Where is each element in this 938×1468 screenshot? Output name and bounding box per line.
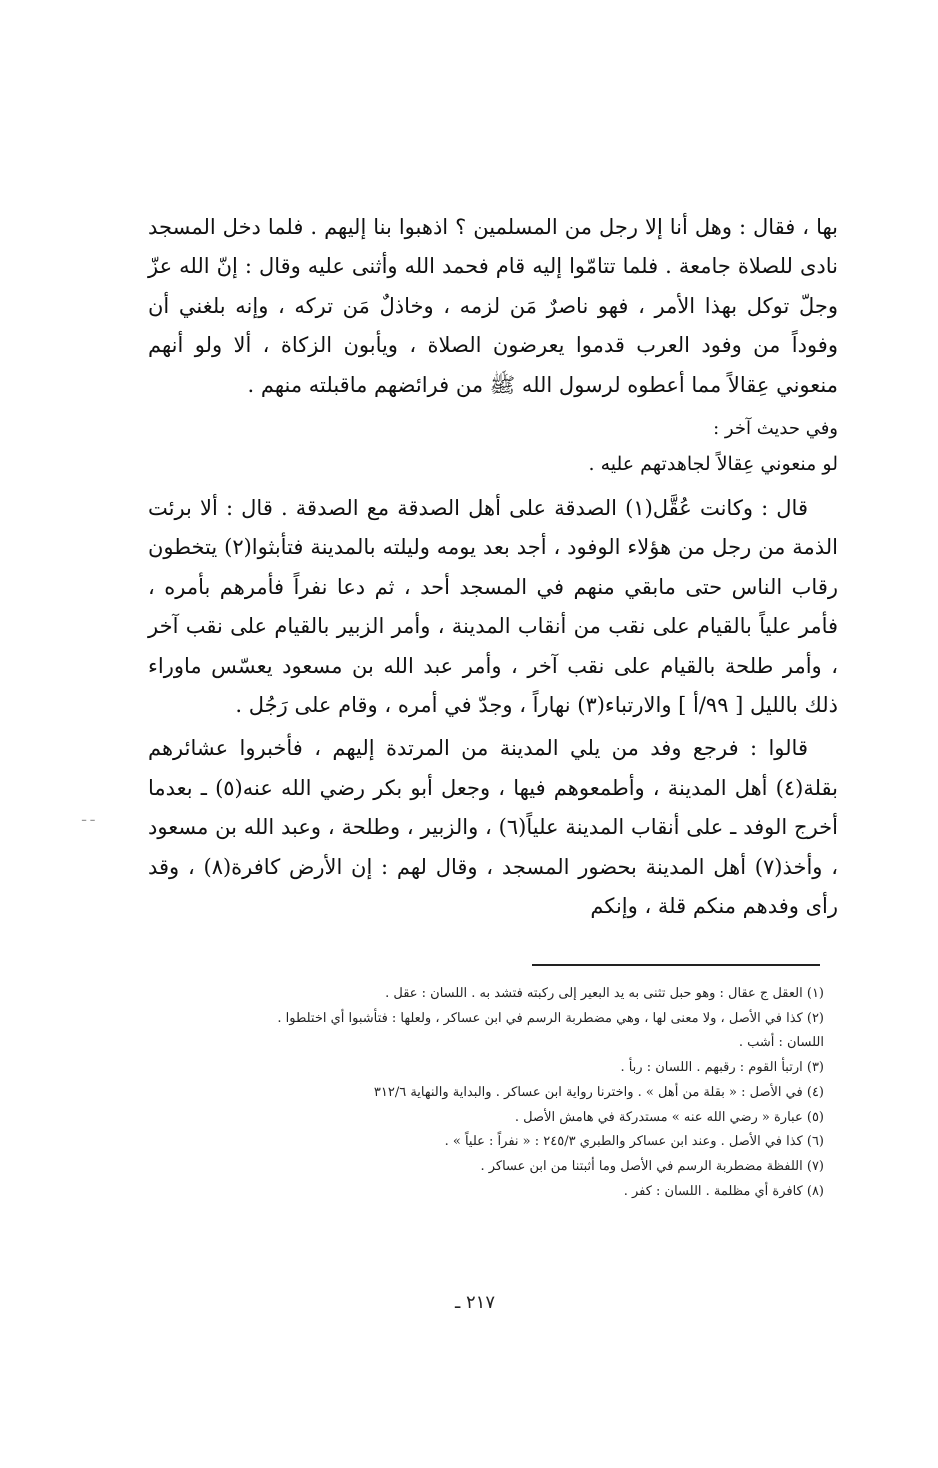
- hadith-text: لو منعوني عِقالاً لجاهدتهم عليه .: [588, 453, 838, 476]
- footnote-4: (٤) في الأصل : « بقلة من أهل » . واخترنا رواية ابن عساكر . والبداية والنهاية ٣١٢/٦: [373, 1084, 824, 1100]
- page-number: ٢١٧ ـ: [454, 1292, 495, 1313]
- footnote-2: (٢) كذا في الأصل ، ولا معنى لها ، وهي مضطربة الرسم في ابن عساكر ، ولعلها : فتأشبوا أي اختلطوا .: [277, 1010, 824, 1026]
- paragraph-3: قالوا : فرجع وفد من يلي المدينة من المرتدة إليهم ، فأخبروا عشائرهم بقلة(٤) أهل المدينة ، وأطمعوهم فيها ، وجعل أبو بكر رضي الله عنه(٥) ـ بعدما أخرج الوفد ـ على أنقاب المدينة علياً(٦) ، والزبير ، وطلحة ، وعبد الله بن مسعود ، وأخذ(٧) أهل المدينة بحضور المسجد ، وقال لهم : إن الأرض كافرة(٨) ، وقد رأى وفدهم منكم قلة ، وإنكم: [148, 736, 838, 919]
- paragraph-1: بها ، فقال : وهل أنا إلا رجل من المسلمين ؟ اذهبوا بنا إليهم . فلما دخل المسجد نادى للصلاة جامعة . فلما تتامّوا إليه قام فحمد الله وأثنى عليه وقال : إنّ الله عزّ وجلّ توكل بهذا الأمر ، فهو ناصرٌ مَن لزمه ، وخاذلٌ مَن تركه ، وإنه بلغني أن وفوداً من وفود العرب قدموا يعرضون الصلاة ، ويأبون الزكاة ، ألا ولو أنهم منعوني عِقالاً مما أعطوه لرسول الله ﷺ من فرائضهم ماقبلته منهم .: [148, 215, 838, 397]
- footnote-2-continued: اللسان : أشب .: [738, 1035, 824, 1051]
- hadith-intro: وفي حديث آخر :: [713, 418, 838, 440]
- footnote-5: (٥) عبارة « رضي الله عنه » مستدركة في هامش الأصل .: [514, 1109, 824, 1125]
- margin-mark: ـ ـ: [82, 809, 95, 825]
- footnote-1: (١) العقل ج عقال : وهو حبل تثنى به يد البعير إلى ركبته فتشد به . اللسان : عقل .: [385, 986, 824, 1001]
- main-text: [148, 208, 838, 927]
- footnote-7: (٧) اللفظة مضطربة الرسم في الأصل وما أثبتنا من ابن عساكر .: [480, 1158, 824, 1174]
- footnote-3: (٣) ارتبأ القوم : رقبهم . اللسان : ربأ .: [620, 1060, 824, 1076]
- footnote-6: (٦) كذا في الأصل . وعند ابن عساكر والطبري ٢٤٥/٣ : « نفراً : علياً » .: [444, 1134, 824, 1150]
- footnotes: [140, 982, 824, 1204]
- footnote-8: (٨) كافرة أي مظلمة . اللسان : كفر .: [623, 1183, 824, 1199]
- footnote-divider: [532, 964, 820, 966]
- paragraph-2: قال : وكانت عُقَّل(١) الصدقة على أهل الصدقة مع الصدقة . قال : ألا برئت الذمة من رجل من هؤلاء الوفود ، أجد بعد يومه وليلته بالمدينة فتأبثوا(٢) يتخطون رقاب الناس حتى مابقي منهم في المسجد أحد ، ثم دعا نفراً فأمرهم بأمره ، فأمر علياً بالقيام على نقب من أنقاب المدينة ، وأمر الزبير بالقيام على نقب آخر ، وأمر طلحة بالقيام على نقب آخر ، وأمر عبد الله بن مسعود يعسّس ماوراء ذلك بالليل [ ٩٩/أ ] والارتباء(٣) نهاراً ، وجدّ في أمره ، وقام على رَجُل .: [148, 496, 838, 718]
